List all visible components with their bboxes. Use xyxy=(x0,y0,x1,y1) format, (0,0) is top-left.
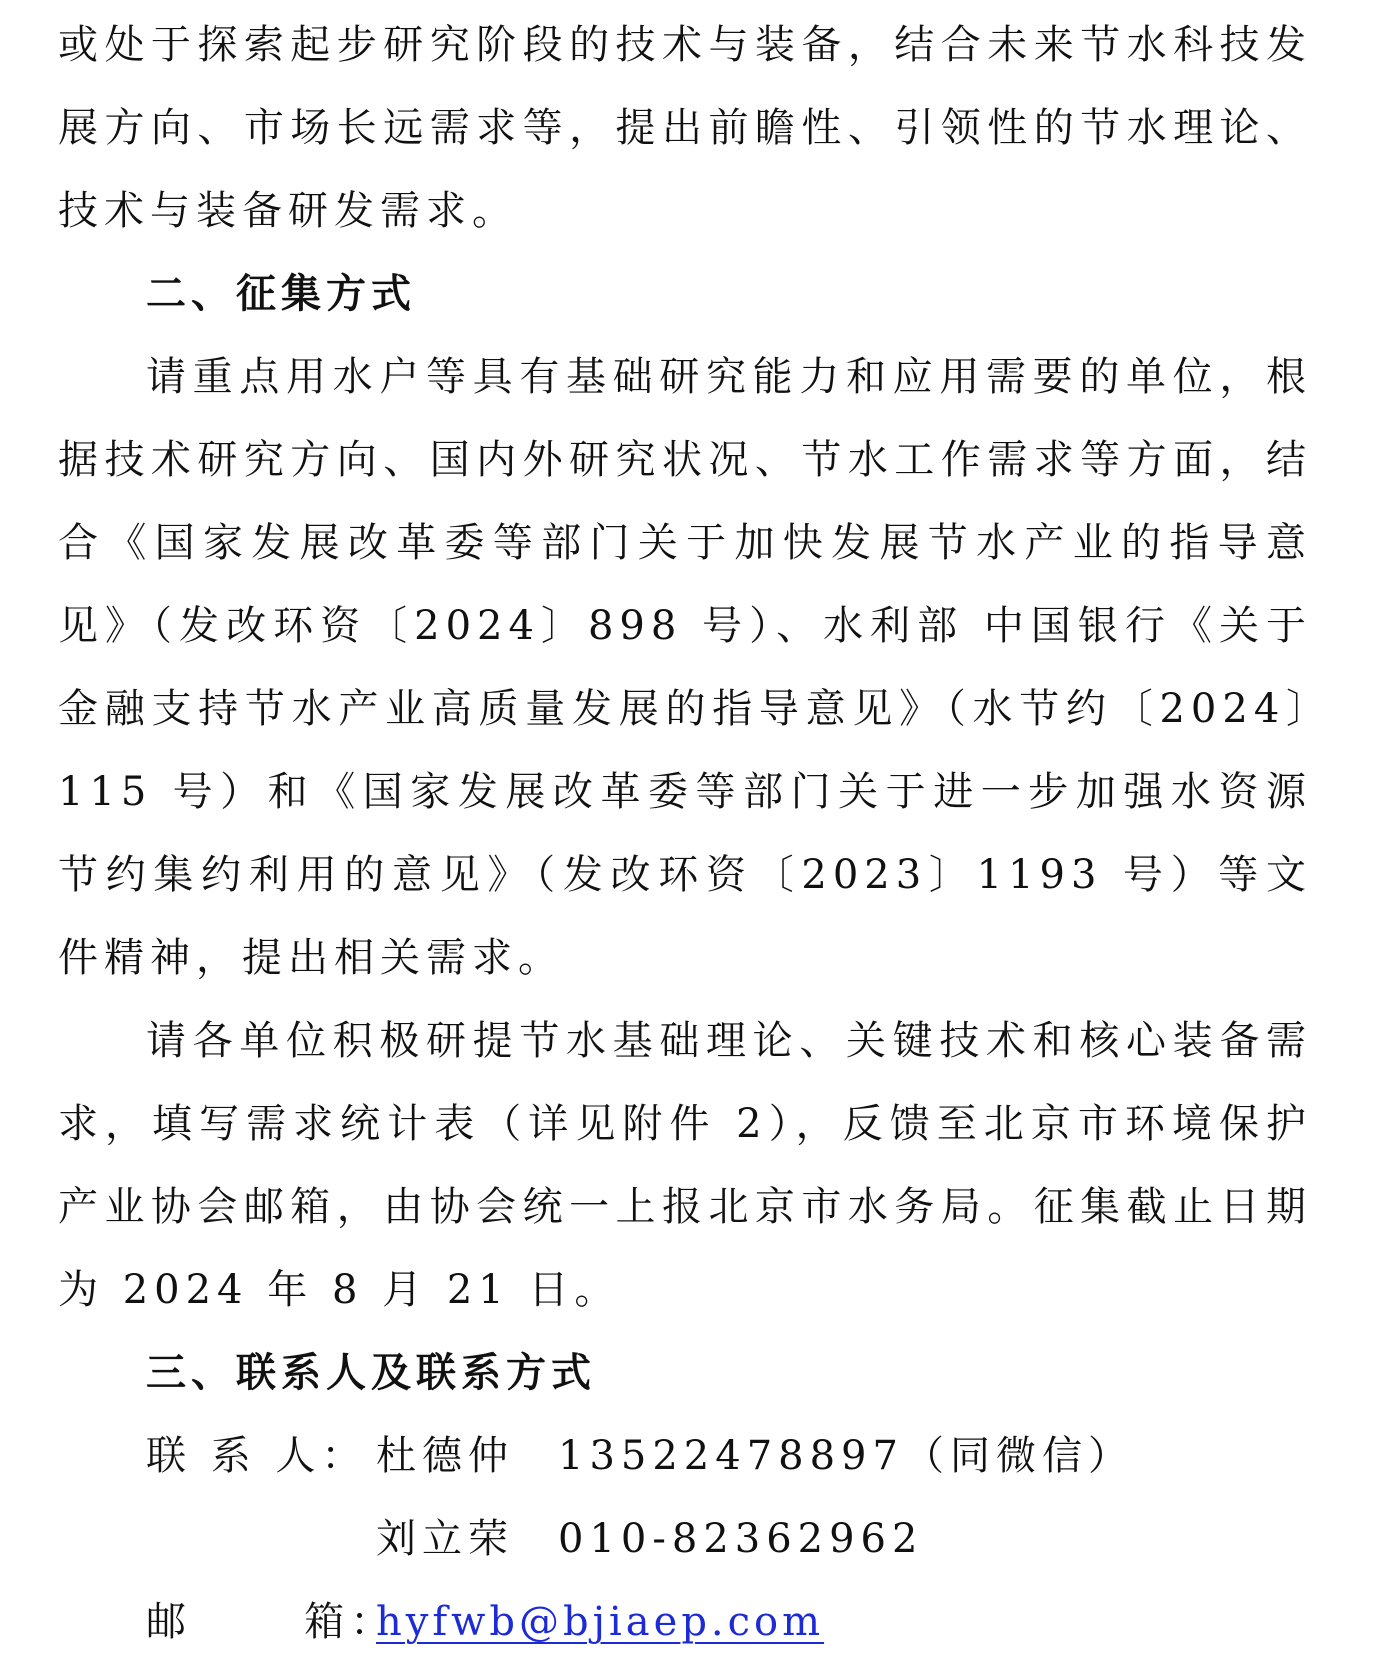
contact-row-email xyxy=(58,1581,1312,1664)
contact-row-primary xyxy=(58,1415,1312,1498)
paragraph-tech-equipment-needs: 或处于探索起步研究阶段的技术与装备，结合未来节水科技发展方向、市场长远需求等，提出前瞻性、引领性的节水理论、技术与装备研发需求。 xyxy=(58,22,1312,234)
contact-phone-liu-lirong: 010-82362962 xyxy=(558,1516,924,1562)
heading-collection-method: 二、征集方式 xyxy=(146,271,416,317)
email-link[interactable]: hyfwb@bjiaep.com xyxy=(376,1599,825,1645)
contact-name-liu-lirong: 刘立荣 xyxy=(376,1516,514,1562)
contact-person-label: 联 系 人： xyxy=(146,1433,368,1479)
heading-contact-information: 三、联系人及联系方式 xyxy=(146,1350,596,1396)
contact-row-secondary xyxy=(58,1498,1312,1581)
paragraph-submission-deadline: 请各单位积极研提节水基础理论、关键技术和核心装备需求，填写需求统计表（详见附件 2），反馈至北京市环境保护产业协会邮箱，由协会统一上报北京市水务局。征集截止日期为 2024 年 8 月 21 日。 xyxy=(58,1018,1312,1313)
contact-name-du-dezhong: 杜德仲 xyxy=(376,1433,514,1479)
contact-list xyxy=(58,1415,1312,1664)
paragraph-research-guidance: 请重点用水户等具有基础研究能力和应用需要的单位，根据技术研究方向、国内外研究状况、节水工作需求等方面，结合《国家发展改革委等部门关于加快发展节水产业的指导意见》（发改环资〔2024〕898 号）、水利部 中国银行《关于金融支持节水产业高质量发展的指导意见》（水节约〔2024〕115 号）和《国家发展改革委等部门关于进一步加强水资源节约集约利用的意见》（发改环资〔2023〕1193 号）等文件精神，提出相关需求。 xyxy=(58,354,1312,981)
contact-phone-du-dezhong: 13522478897（同微信） xyxy=(558,1433,1134,1479)
document-page xyxy=(58,0,1312,1645)
email-label: 邮 箱： xyxy=(146,1599,397,1645)
